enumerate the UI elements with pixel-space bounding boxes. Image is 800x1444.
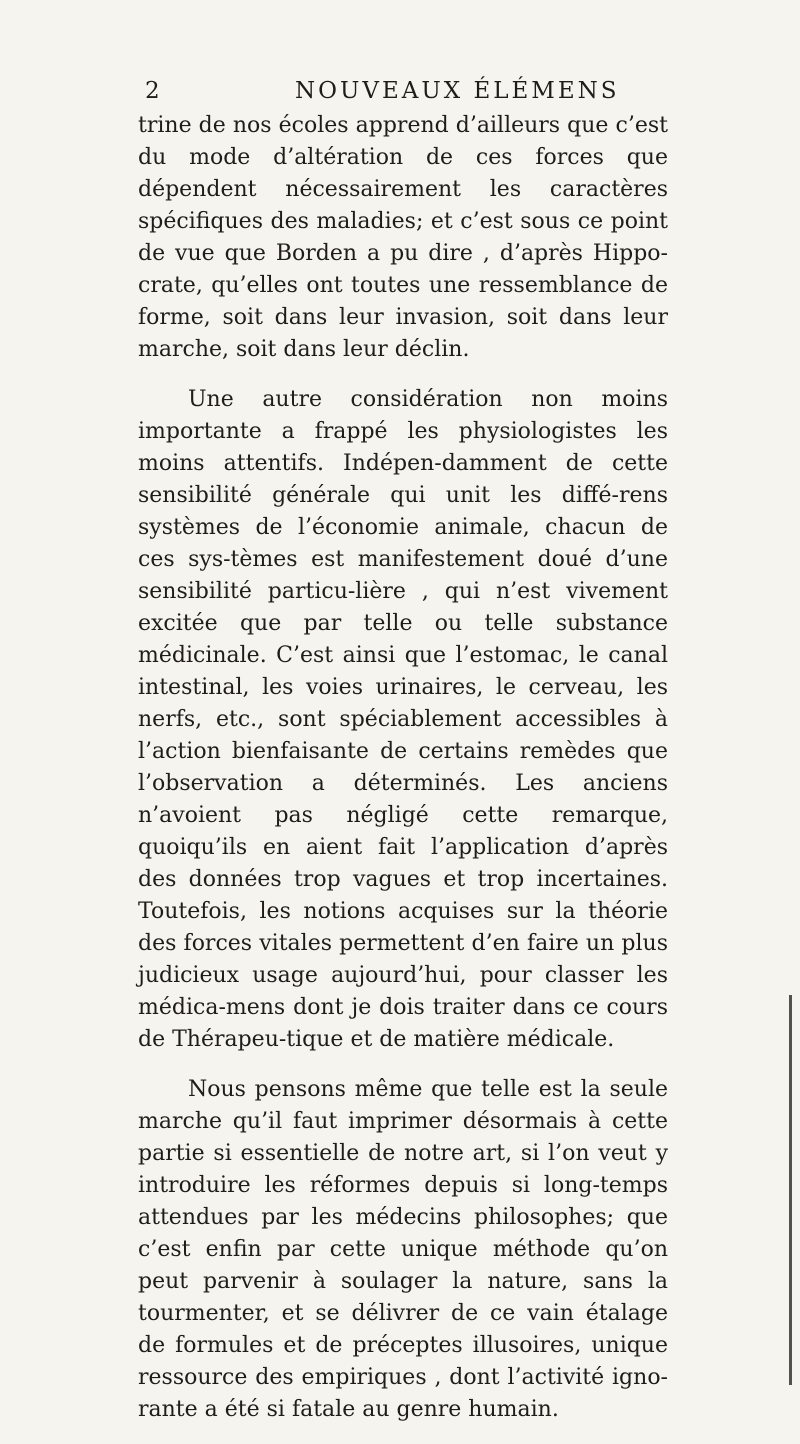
- page-edge-mark: [789, 995, 792, 1385]
- paragraph-3: Nous pensons même que telle est la seule marche qu’il faut imprimer désormais à cette partie si essentielle de notre art, si l’on veut y introduire les réformes depuis si long-temps attendues par les médecins philosophes; que c’est enfin par cette unique méthode qu’on peut parvenir à soulager la nature, sans la tourmenter, et se délivrer de ce vain étalage de formules et de préceptes illusoires, unique ressource des empiriques , dont l’activité igno-rante a été si fatale au genre humain.: [138, 1077, 668, 1422]
- page-header: [145, 78, 645, 108]
- running-title: NOUVEAUX ÉLÉMENS: [295, 78, 620, 104]
- body-text: [138, 110, 668, 1444]
- page-number: 2: [145, 78, 163, 104]
- paragraph-1: trine de nos écoles apprend d’ailleurs que c’est du mode d’altération de ces forces que dépendent nécessairement les caractères spécifiques des maladies; et c’est sous ce point de vue que Borden a pu dire , d’après Hippo-crate, qu’elles ont toutes une ressemblance de forme, soit dans leur invasion, soit dans leur marche, soit dans leur déclin.: [138, 113, 668, 362]
- paragraph-2: Une autre considération non moins importante a frappé les physiologistes les moins attentifs. Indépen-damment de cette sensibilité générale qui unit les diffé-rens systèmes de l’économie animale, chacun de ces sys-tèmes est manifestement doué d’une sensibilité particu-lière , qui n’est vivement excitée que par telle ou telle substance médicinale. C’est ainsi que l’estomac, le canal intestinal, les voies urinaires, le cerveau, les nerfs, etc., sont spéciablement accessibles à l’action bienfaisante de certains remèdes que l’observation a déterminés. Les anciens n’avoient pas négligé cette remarque, quoiqu’ils en aient fait l’application d’après des données trop vagues et trop incertaines. Toutefois, les notions acquises sur la théorie des forces vitales permettent d’en faire un plus judicieux usage aujourd’hui, pour classer les médica-mens dont je dois traiter dans ce cours de Thérapeu-tique et de matière médicale.: [138, 387, 668, 1052]
